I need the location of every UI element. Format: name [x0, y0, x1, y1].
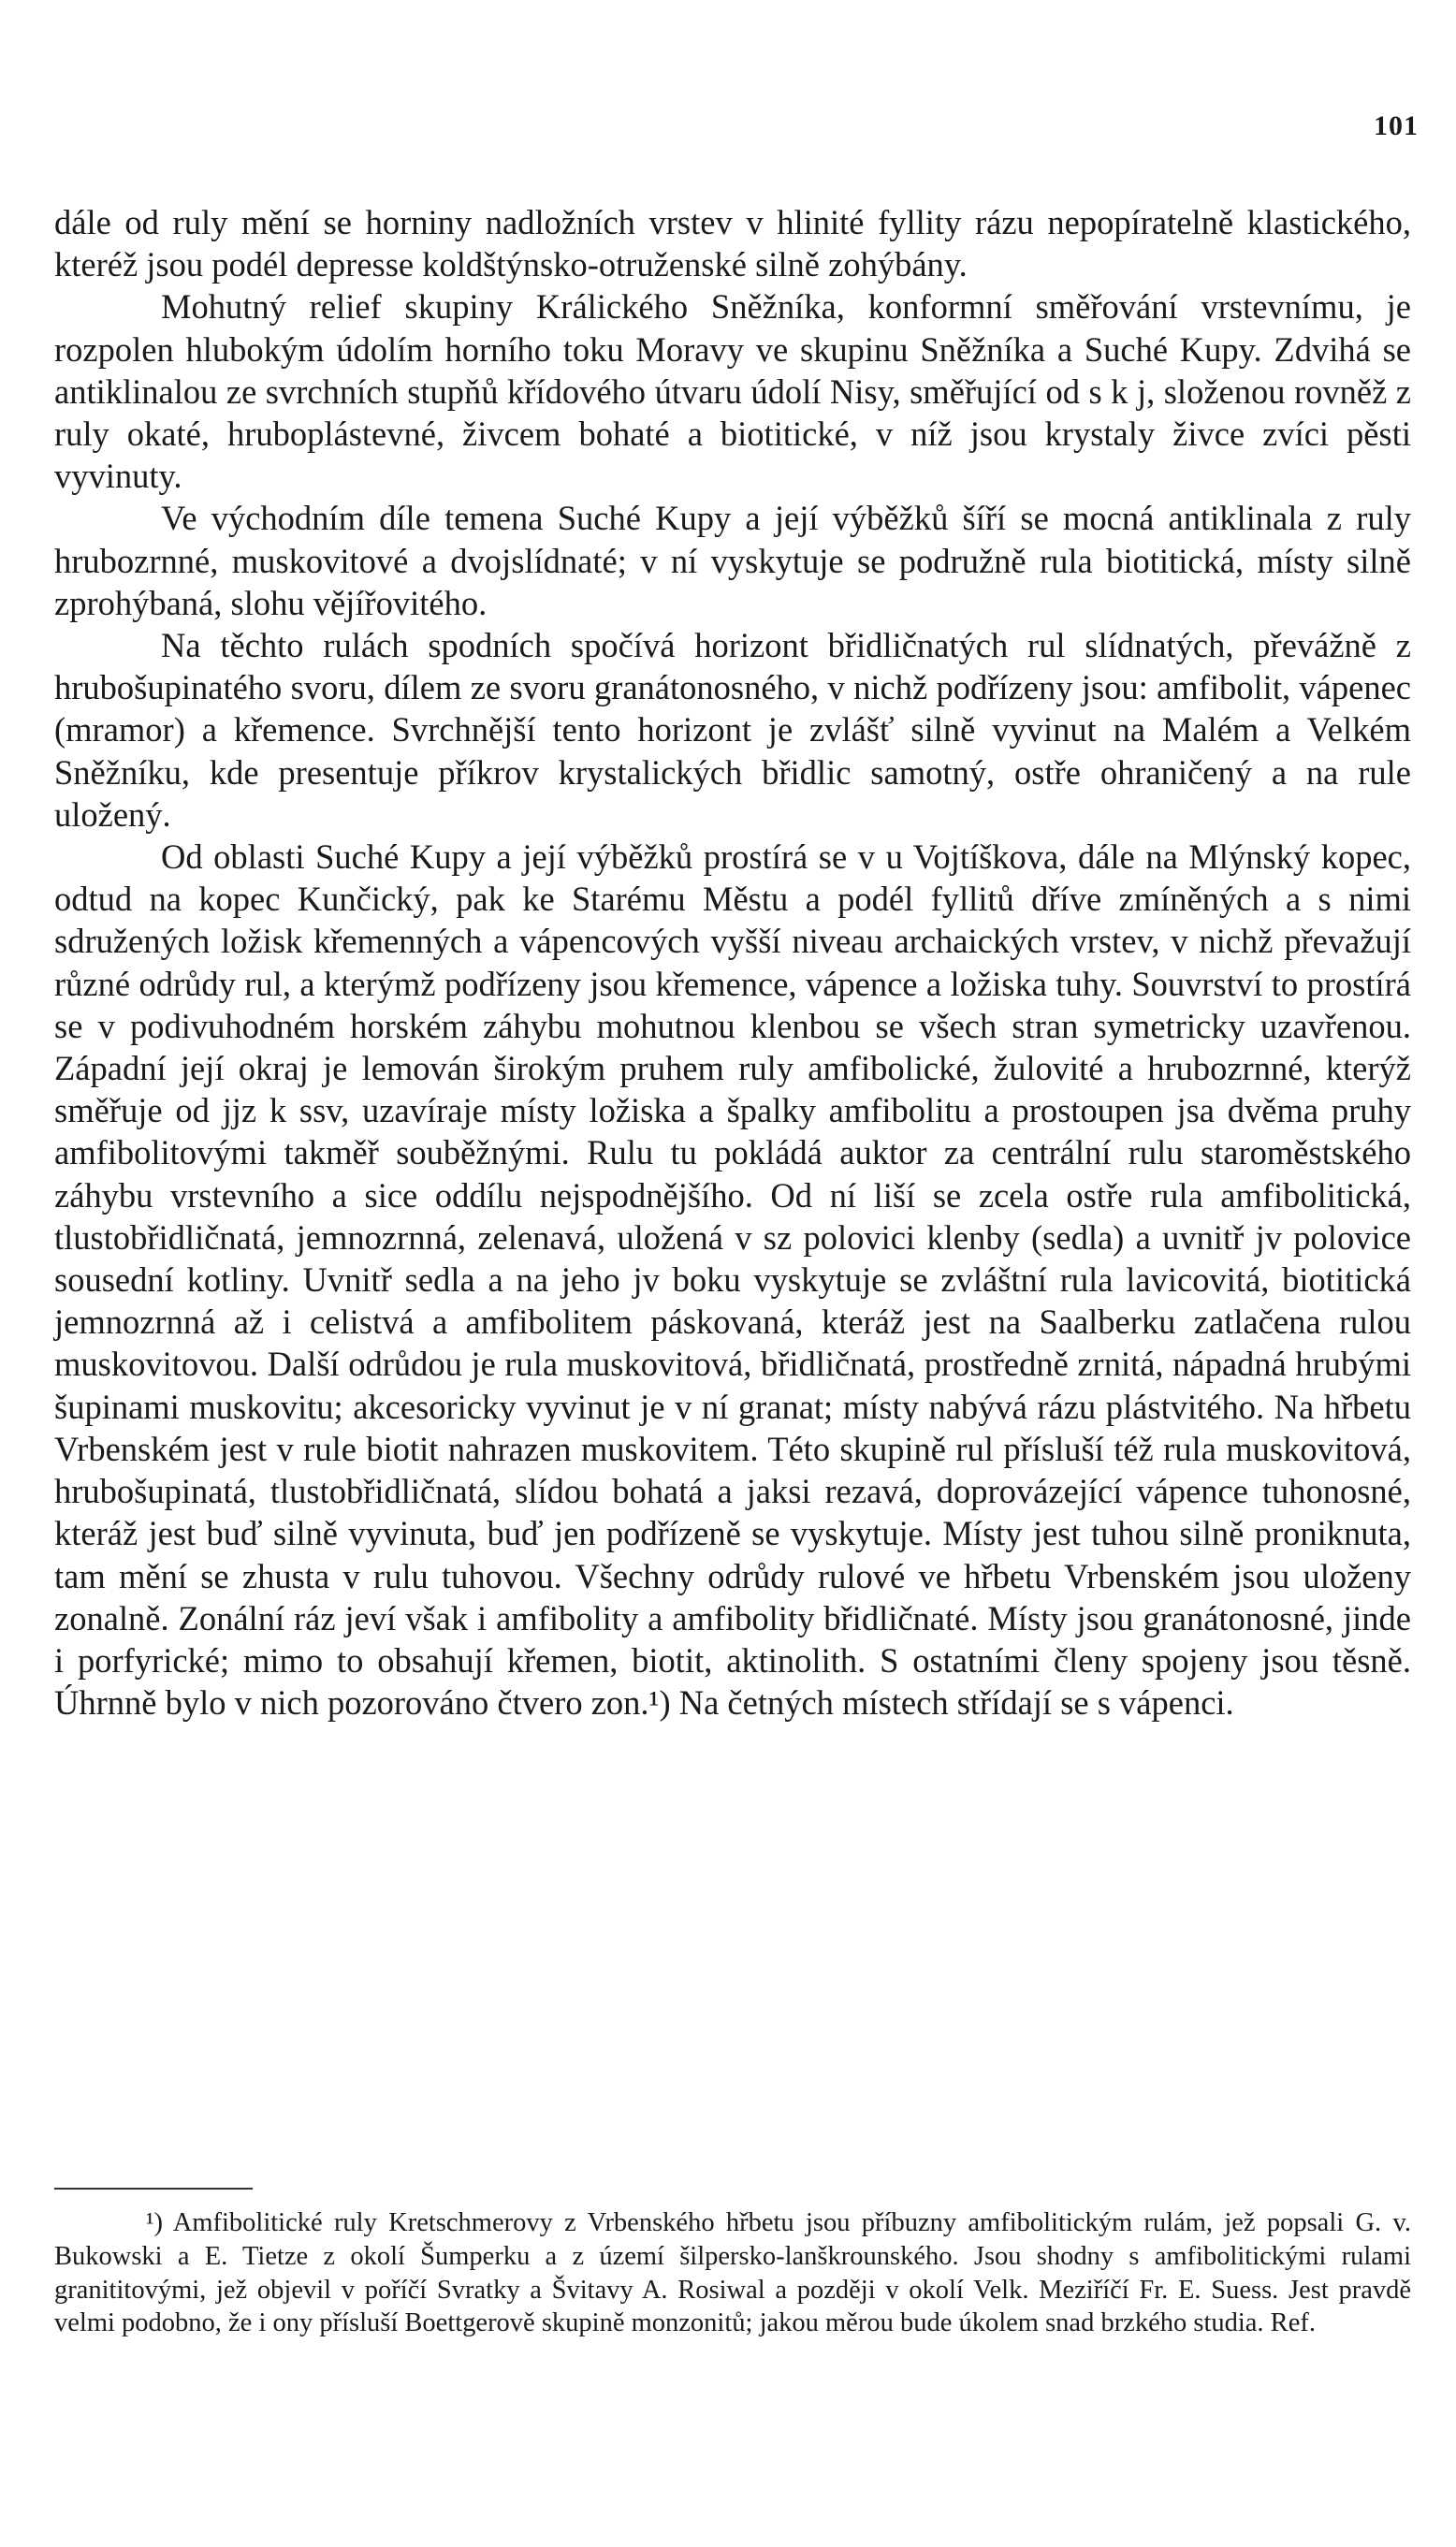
paragraph-5: Od oblasti Suché Kupy a její výběžků prostírá se v u Vojtíškova, dále na Mlýnský kopec, odtud na kopec Kunčický, pak ke Starému Městu a podél fyllitů dříve zmíněných a s nimi sdružených ložisk křemenných a vápencových vyšší niveau archaických vrstev, v nichž převažují různé odrůdy rul, a kterýmž podřízeny jsou křemence, vápence a ložiska tuhy. Souvrství to prostírá se v podivuhodném horském záhybu mohutnou klenbou se všech stran symetricky uzavřenou. Západní její okraj je lemován širokým pruhem ruly amfibolické, žulovité a hrubozrnné, kterýž směřuje od jjz k ssv, uzavíraje místy ložiska a špalky amfibolitu a prostoupen jsa dvěma pruhy amfibolitovými takměř souběžnými. Rulu tu pokládá auktor za centrální rulu staroměstského záhybu vrstevního a sice oddílu nejspodnějšího. Od ní liší se zcela ostře rula amfibolitická, tlustobřidličnatá, jemnozrnná, zelenavá, uložená v sz polovici klenby (sedla) a uvnitř jv polovice sousední kotliny. Uvnitř sedla a na jeho jv boku vyskytuje se zvláštní rula lavicovitá, biotitická jemnozrnná až i celistvá a amfibolitem páskovaná, kteráž jest na Saalberku zatlačena rulou muskovitovou. Další odrůdou je rula muskovitová, břidličnatá, prostředně zrnitá, nápadná hrubými šupinami muskovitu; akcesoricky vyvinut je v ní granat; místy nabývá rázu plástvitého. Na hřbetu Vrbenském jest v rule biotit nahrazen muskovitem. Této skupině rul přísluší též rula muskovitová, hrubošupinatá, tlustobřidličnatá, slídou bohatá a jaksi rezavá, doprovázející vápence tuhonosné, kteráž jest buď silně vyvinuta, buď jen podřízeně se vyskytuje. Místy jest tuhou silně proniknuta, tam mění se zhusta v rulu tuhovou. Všechny odrůdy rulové ve hřbetu Vrbenském jsou uloženy zonalně. Zonální ráz jeví však i amfibolity a amfibolity břidličnaté. Místy jsou granátonosné, jinde i porfyrické; mimo to obsahují křemen, biotit, aktinolith. S ostatními členy spojeny jsou těsně. Úhrnně bylo v nich pozorováno čtvero zon.¹) Na četných místech střídají se s vápenci.	[54, 837, 1411, 1723]
paragraph-4: Na těchto rulách spodních spočívá horizont břidličnatých rul slídnatých, převážně z hrubošupinatého svoru, dílem ze svoru granátonosného, v nichž podřízeny jsou: amfibolit, vápenec (mramor) a křemence. Svrchnější tento horizont je zvlášť silně vyvinut na Malém a Velkém Sněžníku, kde presentuje příkrov krystalických břidlic samotný, ostře ohraničený a na rule uložený.	[54, 626, 1411, 834]
footnote-rule	[54, 2188, 253, 2190]
footnote: ¹) Amfibolitické ruly Kretschmerovy z Vrbenského hřbetu jsou příbuzny amfibolitickým rulám, jež popsali G. v. Bukowski a E. Tietze z okolí Šumperku a z území šilpersko-lanškrounského. Jsou shodny s amfibolitickými rulami granititovými, jež objevil v poříčí Svratky a Švitavy A. Rosiwal a později v okolí Velk. Meziříčí Fr. E. Suess. Jest pravdě velmi podobno, že i ony přísluší Boettgerově skupině monzonitů; jakou měrou bude úkolem snad brzkého studia. Ref.	[54, 2208, 1411, 2338]
paragraph-2: Mohutný relief skupiny Králického Sněžníka, konformní směřování vrstevnímu, je rozpolen hlubokým údolím horního toku Moravy ve skupinu Sněžníka a Suché Kupy. Zdvihá se antiklinalou ze svrchních stupňů křídového útvaru údolí Nisy, směřující od s k j, složenou rovněž z ruly okaté, hruboplástevné, živcem bohaté a biotitické, v níž jsou krystaly živce zvíci pěsti vyvinuty.	[54, 287, 1411, 496]
paragraph-3: Ve východním díle temena Suché Kupy a její výběžků šíří se mocná antiklinala z ruly hrubozrnné, muskovitové a dvojslídnaté; v ní vyskytuje se podružně rula biotitická, místy silně zprohýbaná, slohu vějířovitého.	[54, 499, 1411, 622]
page-number: 101	[1374, 110, 1419, 141]
paragraph-1: dále od ruly mění se horniny nadložních vrstev v hlinité fyllity rázu nepopíratelně klastického, kteréž jsou podél depresse koldštýnsko-otruženské silně zohýbány.	[54, 203, 1411, 284]
body-text	[54, 201, 1411, 1724]
